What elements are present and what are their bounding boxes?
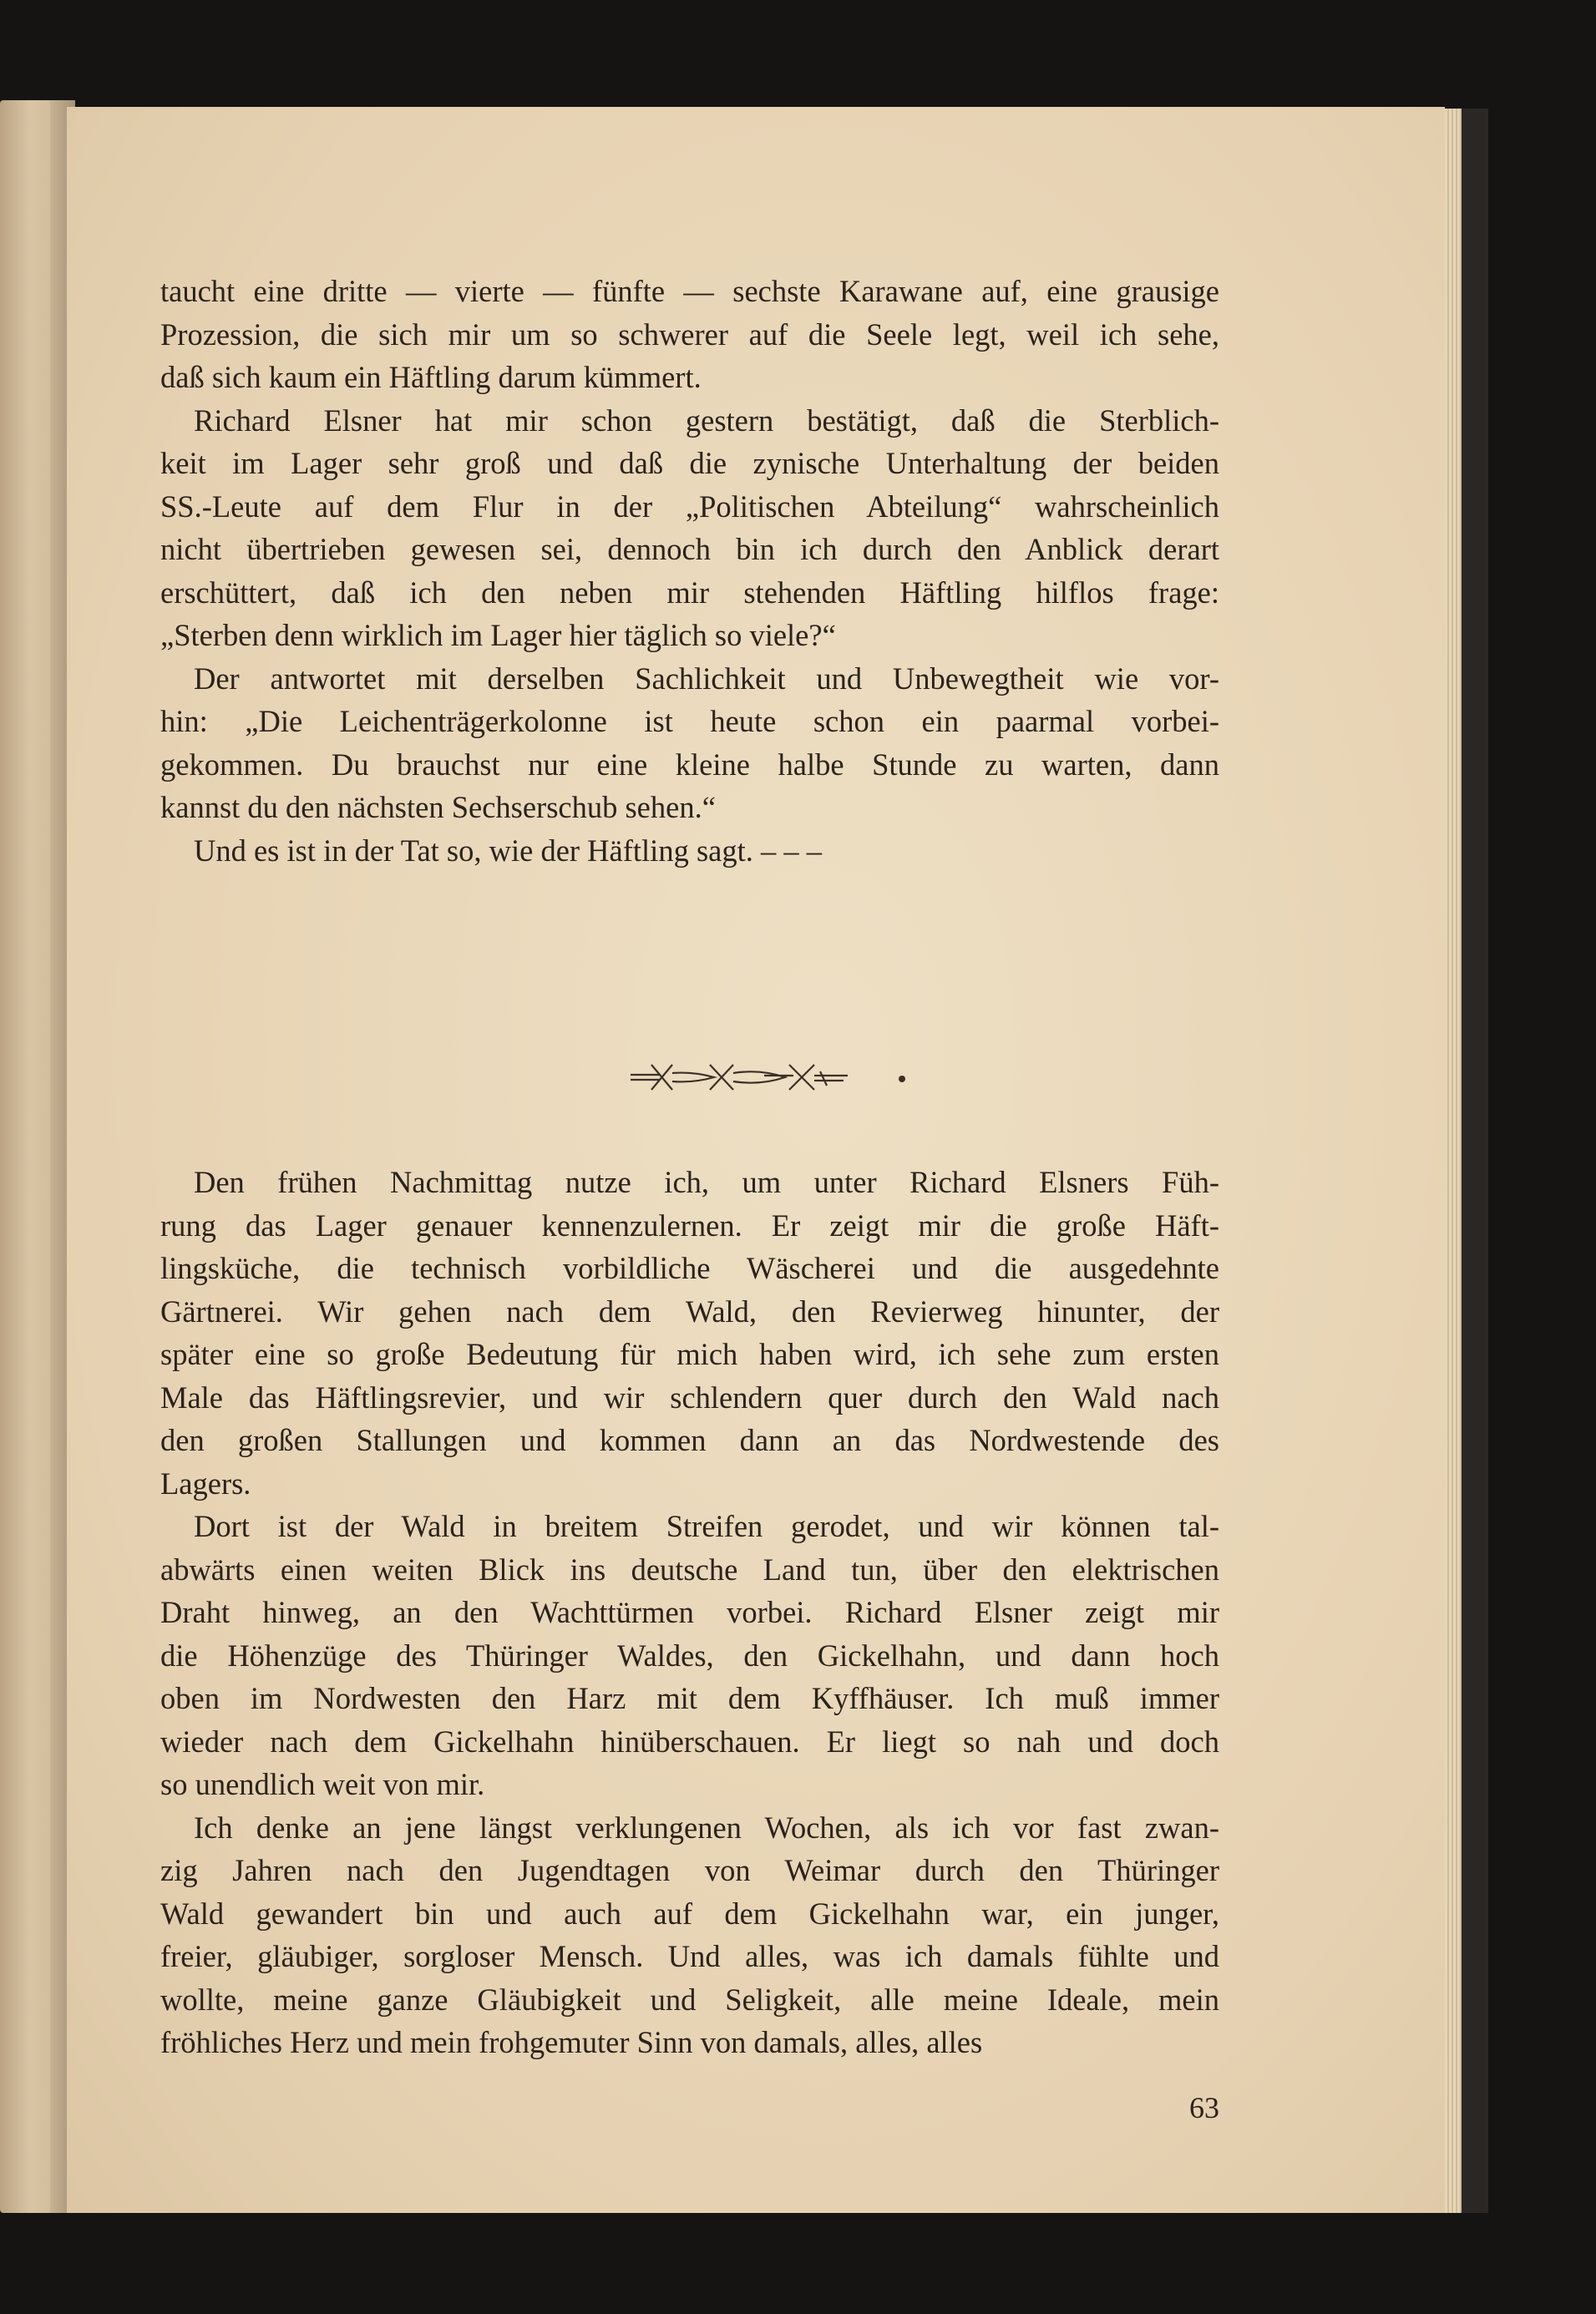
text-line: gekommen. Du brauchst nur eine kleine halbe Stunde zu warten, dann <box>160 747 1219 782</box>
upper-text-block <box>160 270 1219 872</box>
paragraph <box>160 829 1219 873</box>
text-line: die Höhenzüge des Thüringer Waldes, den Gickelhahn, und dann hoch <box>160 1638 1219 1673</box>
ornament-divider <box>626 1048 944 1106</box>
text-line: Den frühen Nachmittag nutze ich, um unter Richard Elsners Füh- <box>194 1165 1219 1199</box>
text-line: Male das Häftlingsrevier, und wir schlendern quer durch den Wald nach <box>160 1380 1219 1415</box>
text-line: taucht eine dritte — vierte — fünfte — sechste Karawane auf, eine grausige <box>160 274 1219 308</box>
text-line: den großen Stallungen und kommen dann an das Nordwestende des <box>160 1423 1219 1457</box>
text-line: keit im Lager sehr groß und daß die zynische Unterhaltung der beiden <box>160 446 1219 480</box>
text-line: Prozession, die sich mir um so schwerer auf die Seele legt, weil ich sehe, <box>160 316 1219 352</box>
text-line: zig Jahren nach den Jugendtagen von Weimar durch den Thüringer <box>160 1853 1219 1887</box>
paragraph <box>160 657 1219 829</box>
text-line: Draht hinweg, an den Wachttürmen vorbei. Richard Elsner zeigt mir <box>160 1595 1219 1629</box>
text-line: wieder nach dem Gickelhahn hinüberschauen. Er liegt so nah und doch <box>160 1724 1219 1759</box>
text-line: Gärtnerei. Wir gehen nach dem Wald, den Revierweg hinunter, der <box>160 1294 1219 1329</box>
text-line: so unendlich weit von mir. <box>160 1767 485 1801</box>
page-number: 63 <box>1189 2091 1219 2124</box>
paragraph <box>160 1161 1219 1505</box>
text-line: hin: „Die Leichenträgerkolonne ist heute schon ein paarmal vorbei- <box>160 704 1219 738</box>
text-line: nicht übertrieben gewesen sei, dennoch bin ich durch den Anblick derart <box>160 532 1219 566</box>
text-line: „Sterben denn wirklich im Lager hier täglich so viele?“ <box>160 618 836 652</box>
text-line: daß sich kaum ein Häftling darum kümmert. <box>160 360 702 394</box>
text-line: Der antwortet mit derselben Sachlichkeit und Unbewegtheit wie vor- <box>194 661 1219 696</box>
paragraph <box>160 270 1219 399</box>
text-line: fröhliches Herz und mein frohgemuter Sinn von damals, alles, alles <box>160 2025 983 2059</box>
text-line: lingsküche, die technisch vorbildliche Wäscherei und die ausgedehnte <box>160 1251 1219 1285</box>
text-line: Richard Elsner hat mir schon gestern bestätigt, daß die Sterblich- <box>194 403 1219 438</box>
text-line: wollte, meine ganze Gläubigkeit und Seligkeit, alle meine Ideale, mein <box>160 1982 1219 2017</box>
text-line: rung das Lager genauer kennenzulernen. Er zeigt mir die große Häft- <box>160 1208 1219 1243</box>
text-line: Und es ist in der Tat so, wie der Häftling sagt. – – – <box>194 833 822 868</box>
text-line: Ich denke an jene längst verklungenen Wochen, als ich vor fast zwan- <box>194 1810 1219 1845</box>
text-line: später eine so große Bedeutung für mich haben wird, ich sehe zum ersten <box>160 1337 1219 1371</box>
text-line: freier, gläubiger, sorgloser Mensch. Und alles, was ich damals fühlte und <box>160 1939 1219 1973</box>
text-line: abwärts einen weiten Blick ins deutsche Land tun, über den elektrischen <box>160 1552 1219 1587</box>
lower-text-block <box>160 1161 1219 2064</box>
text-line: kannst du den nächsten Sechserschub sehen.“ <box>160 790 716 824</box>
text-line: Wald gewandert bin und auch auf dem Gickelhahn war, ein junger, <box>160 1896 1219 1931</box>
text-line: Dort ist der Wald in breitem Streifen gerodet, und wir können tal- <box>194 1509 1219 1543</box>
paragraph <box>160 1505 1219 1806</box>
paragraph <box>160 1806 1219 2064</box>
text-line: oben im Nordwesten den Harz mit dem Kyffhäuser. Ich muß immer <box>160 1681 1219 1715</box>
text-line: SS.-Leute auf dem Flur in der „Politischen Abteilung“ wahrscheinlich <box>160 489 1219 524</box>
text-line: erschüttert, daß ich den neben mir stehenden Häftling hilflos frage: <box>160 575 1219 610</box>
paragraph <box>160 399 1219 657</box>
book-page <box>67 107 1445 2213</box>
text-line: Lagers. <box>160 1466 251 1501</box>
